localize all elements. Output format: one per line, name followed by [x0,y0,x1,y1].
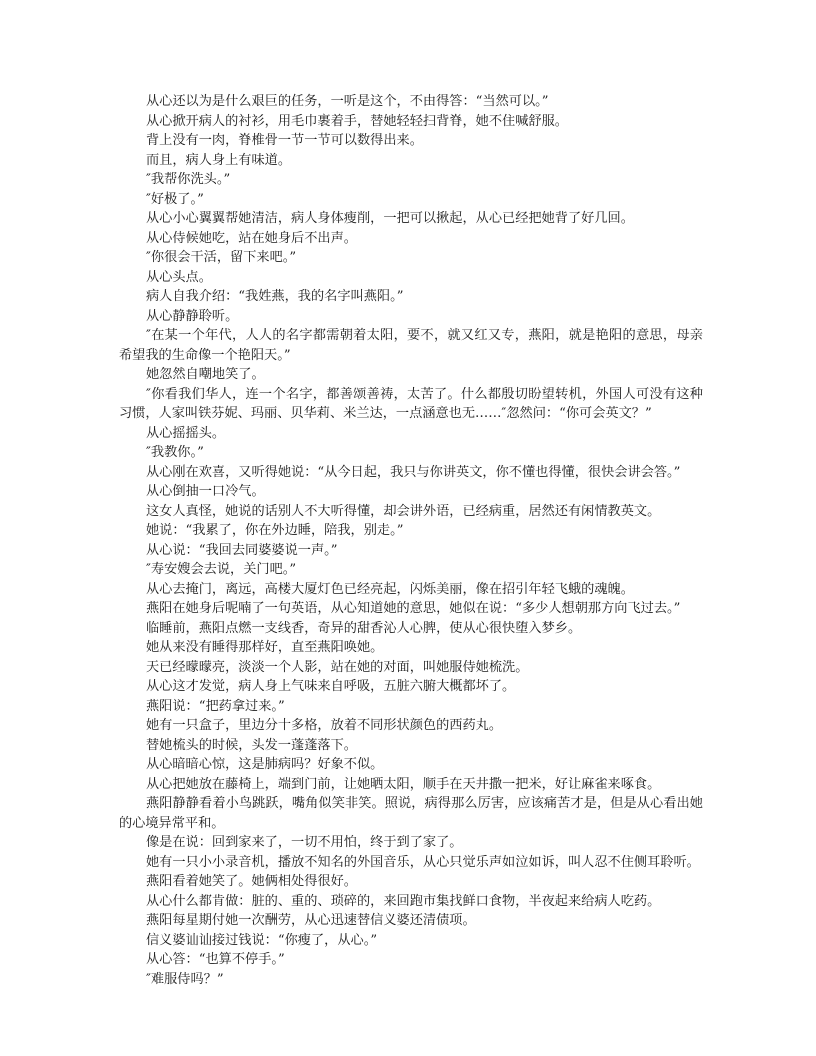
paragraph: 从心去掩门，离远，高楼大厦灯色已经亮起，闪烁美丽，像在招引年轻飞蛾的魂魄。 [146,581,634,597]
paragraph: 从心静静聆听。 [146,308,239,324]
paragraph: 她忽然自嘲地笑了。 [146,367,265,382]
paragraph: 她从来没有睡得那样好，直至燕阳唤她。 [146,640,384,655]
paragraph: 从心说：“我回去同婆婆说一声。” [146,542,338,558]
paragraph: 从心摇摇头。 [146,425,226,441]
paragraph: 燕阳看着她笑了。她俩相处得很好。 [146,874,357,889]
paragraph: 从心侍候她吃，站在她身后不出声。 [146,230,357,246]
paragraph: 而且，病人身上有味道。 [146,152,292,168]
paragraph: 病人自我介绍：“我姓燕，我的名字叫燕阳。” [146,289,404,304]
paragraph: 这女人真怪，她说的话别人不大听得懂，却会讲外语，已经病重，居然还有闲情教英文。 [146,503,661,519]
paragraph: 燕阳说：“把药拿过来。” [146,698,285,714]
paragraph: 从心刚在欢喜，又听得她说：“从今日起，我只与你讲英文，你不懂也得懂，很快会讲会答。” [146,464,681,480]
paragraph: 信义婆讪讪接过钱说：“你瘦了，从心。” [146,932,378,948]
paragraph: 燕阳每星期付她一次酬劳，从心迅速替信义婆还清债项。 [146,913,476,928]
paragraph: ″难服侍吗？” [146,971,224,987]
paragraph: 从心什么都肯做：脏的、重的、琐碎的，来回跑市集找鲜口食物，半夜起来给病人吃药。 [146,893,661,909]
paragraph: ″你看我们华人，连一个名字，都善颂善祷，太苦了。什么都殷切盼望转机，外国人可没有这种习惯，人家叫铁芬妮、玛丽、贝华莉、米兰达，一点涵意也无……″忽然问：“你可会英文？” [119,386,703,421]
paragraph: 从心还以为是什么艰巨的任务，一听是这个，不由得答：“当然可以。” [146,94,549,109]
paragraph: 她有一只盒子，里边分十多格，放着不同形状颜色的西药丸。 [146,718,503,733]
paragraph: 天已经曚曚亮，淡淡一个人影，站在她的对面，叫她服侍她梳洗。 [146,659,529,675]
paragraph: ″你很会干活，留下来吧。” [146,250,297,265]
paragraph: 从心这才发觉，病人身上气味来自呼吸，五脏六腑大概都坏了。 [146,679,516,694]
paragraph: 临睡前，燕阳点燃一支线香，奇异的甜香沁人心脾，使从心很快堕入梦乡。 [146,620,582,636]
document-page [119,92,703,989]
paragraph: 从心答：“也算不停手。” [146,952,285,967]
paragraph: 从心倒抽一口冷气。 [146,484,265,499]
paragraph: 替她梳头的时候，头发一蓬蓬落下。 [146,737,357,753]
paragraph: 燕阳在她身后呢喃了一句英语，从心知道她的意思，她似在说：“多少人想朝那方向飞过去。” [146,601,681,616]
paragraph: ″我帮你洗头。” [146,172,231,187]
paragraph: 从心暗暗心惊，这是肺病吗？好象不似。 [146,757,384,772]
paragraph: ″我教你。” [146,445,204,460]
paragraph: 燕阳静静看着小鸟跳跃，嘴角似笑非笑。照说，病得那么厉害，应该痛苦才是，但是从心看出她的心境异常平和。 [119,796,703,831]
paragraph: 像是在说：回到家来了，一切不用怕，终于到了家了。 [146,835,463,850]
paragraph: ″寿安嫂会去说，关门吧。” [146,562,297,577]
paragraph: ″好极了。” [146,191,204,207]
paragraph: 她有一只小小录音机，播放不知名的外国音乐，从心只觉乐声如泣如诉，叫人忍不住侧耳聆听。 [146,854,700,870]
paragraph: ″在某一个年代，人人的名字都需朝着太阳，要不，就又红又专，燕阳，就是艳阳的意思，母亲希望我的生命像一个艳阳天。” [119,328,703,363]
paragraph: 从心头点。 [146,269,212,285]
paragraph: 她说：“我累了，你在外边睡，陪我，别走。” [146,523,404,538]
paragraph: 从心把她放在藤椅上，端到门前，让她晒太阳，顺手在天井撒一把米，好让麻雀来啄食。 [146,776,661,792]
paragraph: 从心小心翼翼帮她清洁，病人身体瘦削，一把可以揪起，从心已经把她背了好几回。 [146,211,634,226]
paragraph: 背上没有一肉，脊椎骨一节一节可以数得出来。 [146,133,423,148]
paragraph: 从心掀开病人的衬衫，用毛巾裹着手，替她轻轻扫背脊，她不住喊舒服。 [146,113,568,129]
